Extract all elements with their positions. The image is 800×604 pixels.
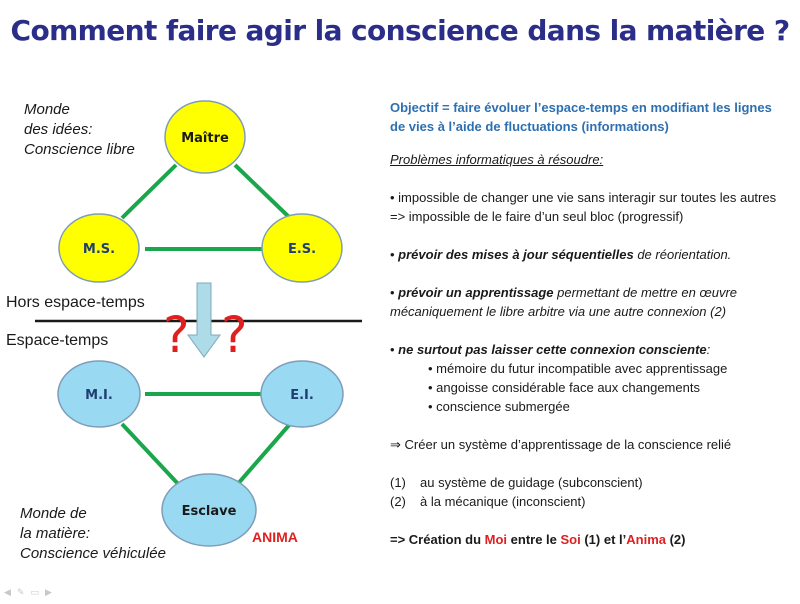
espace-temps-label: Espace-temps xyxy=(6,332,109,349)
bullet-2-rest: de réorientation. xyxy=(633,247,732,262)
conclusion-part-b: entre le xyxy=(507,532,561,547)
node-mi xyxy=(58,361,140,427)
node-ms xyxy=(59,214,139,282)
anima-label: ANIMA xyxy=(252,529,298,545)
top-world-line-3: Conscience libre xyxy=(24,141,135,158)
bullet-4: • ne surtout pas laisser cette connexion consciente: xyxy=(390,342,711,357)
conclusion-part-d: (2) xyxy=(665,532,686,547)
node-mi-label: M.I. xyxy=(85,388,113,403)
bullet-3: • prévoir un apprentissage permettant de mettre en œuvre mécaniquement le libre arbitre via une autre connexion (2) xyxy=(390,285,738,319)
sub-bullet-2: • angoisse considérable face aux changements xyxy=(428,380,700,395)
node-ms-label: M.S. xyxy=(82,242,116,257)
sub-bullet-3: • conscience submergée xyxy=(428,399,570,414)
item-2-number: (2) xyxy=(390,494,406,509)
prev-slide-icon[interactable]: ◀ xyxy=(4,587,11,597)
menu-icon[interactable]: ▭ xyxy=(30,587,39,597)
question-mark-left: ? xyxy=(163,306,190,364)
numbered-item-2 xyxy=(390,492,785,511)
node-es xyxy=(262,214,342,282)
explanation-text xyxy=(390,98,785,549)
implies-arrow-icon: ⇒ xyxy=(390,437,401,452)
connector-ei-esclave xyxy=(236,424,290,486)
sub-bullet-1: • mémoire du futur incompatible avec apprentissage xyxy=(428,361,728,376)
conclusion-part-a: => Création du xyxy=(390,532,485,547)
item-1-number: (1) xyxy=(390,475,406,490)
node-ei xyxy=(261,361,343,427)
node-maitre xyxy=(165,101,245,173)
next-slide-icon[interactable]: ▶ xyxy=(44,587,52,597)
hors-espace-temps-label: Hors espace-temps xyxy=(6,294,145,311)
bottom-world-label xyxy=(20,504,166,564)
bottom-world-line-2: la matière: xyxy=(20,525,91,542)
item-1-text: au système de guidage (subconscient) xyxy=(420,475,643,490)
bottom-world-line-1: Monde de xyxy=(20,505,87,522)
connector-maitre-es xyxy=(235,165,290,218)
node-ei-label: E.I. xyxy=(290,388,314,403)
slide-title: Comment faire agir la conscience dans la matière ? xyxy=(10,14,790,47)
node-maitre-label: Maître xyxy=(181,131,229,146)
node-esclave xyxy=(162,474,256,546)
node-esclave-label: Esclave xyxy=(181,504,237,519)
connector-maitre-ms xyxy=(122,165,176,218)
pen-icon[interactable]: ✎ xyxy=(16,587,25,597)
numbered-item-1 xyxy=(390,473,785,492)
top-world-label xyxy=(24,100,135,160)
bullet-4-rest: : xyxy=(706,342,711,357)
node-es-label: E.S. xyxy=(287,242,317,257)
bullet-2-bold: prévoir des mises à jour séquentielles xyxy=(398,247,634,262)
conclusion-moi: Moi xyxy=(484,532,508,547)
slideshow-controls xyxy=(4,587,52,598)
item-2-text: à la mécanique (inconscient) xyxy=(420,494,586,509)
conclusion-part-c: (1) et l’ xyxy=(580,532,627,547)
bullet-3-bold: prévoir un apprentissage xyxy=(398,285,554,300)
conclusion-anima: Anima xyxy=(626,532,666,547)
top-world-line-2: des idées: xyxy=(24,121,93,138)
bottom-world-line-3: Conscience véhiculée xyxy=(20,545,166,562)
bullet-4-bold: ne surtout pas laisser cette connexion consciente xyxy=(398,342,707,357)
bullet-2: • prévoir des mises à jour séquentielles de réorientation. xyxy=(390,247,732,262)
problems-heading: Problèmes informatiques à résoudre: xyxy=(390,152,604,167)
connector-mi-esclave xyxy=(122,424,180,486)
conclusion-soi: Soi xyxy=(560,532,581,547)
arrow-line xyxy=(390,435,785,454)
objective-text: Objectif = faire évoluer l’espace-temps en modifiant les lignes de vies à l’aide de fluctuations (informations) xyxy=(390,100,772,134)
arrow-line-text: Créer un système d’apprentissage de la conscience relié xyxy=(404,437,732,452)
conclusion-line xyxy=(390,530,785,549)
top-world-line-1: Monde xyxy=(24,101,70,118)
question-mark-right: ? xyxy=(221,306,248,364)
bullet-1: • impossible de changer une vie sans interagir sur toutes les autres => impossible de le faire d’un seul bloc (progressif) xyxy=(390,190,777,224)
bullet-3-rest: permettant de mettre en œuvre mécaniquement le libre arbitre via une autre connexion (2) xyxy=(390,285,738,319)
